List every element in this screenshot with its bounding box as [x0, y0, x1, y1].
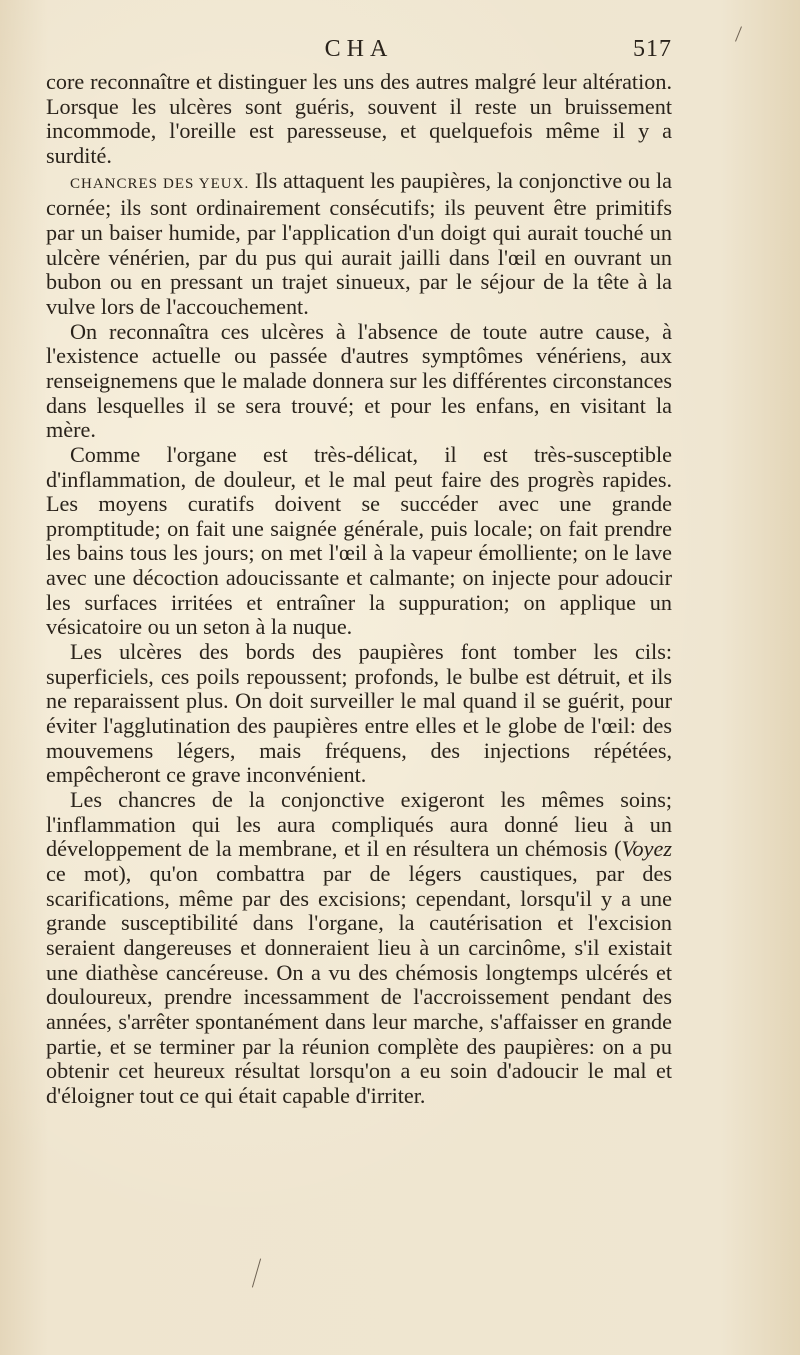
paragraph: Comme l'organe est très-délicat, il est très-susceptible d'inflammation, de douleur, et le mal peut faire des progrès rapides. Les moyens curatifs doivent se succéder avec une grande promptitude; on fait une saignée générale, puis locale; on fait prendre les bains tous les jours; on met l'œil à la vapeur émolliente; on le lave avec une décoction adoucissante et calmante; on injecte pour adoucir les surfaces irritées et entraîner la suppuration; on applique un vésicatoire ou un seton à la nuque.	[46, 441, 672, 640]
running-head: CHA	[324, 36, 394, 62]
paragraph: core reconnaître et distinguer les uns des autres malgré leur altération. Lorsque les ulcères sont guéris, souvent il reste un bruissement incommode, l'oreille est paresseuse, et quelquefois même il y a surdité.	[46, 69, 672, 168]
page-header	[46, 36, 672, 66]
body-text	[46, 70, 672, 1109]
margin-mark-bottom	[252, 1258, 261, 1287]
paragraph	[46, 169, 672, 320]
section-heading: CHANCRES DES YEUX.	[70, 175, 250, 192]
paragraph-text: Ils attaquent les paupières, la conjonctive ou la cornée; ils sont ordinairement consécutifs; ils peuvent être primitifs par un baiser humide, par l'application d'un doigt qui aurait touché un ulcère vénérien, par du pus qui aurait jailli dans l'œil en ouvrant un bubon ou en pressant un trajet sinueux, par le séjour de la tête à la vulve lors de l'accouchement.	[46, 167, 672, 319]
margin-mark-top	[735, 26, 742, 41]
paragraph	[46, 788, 672, 1109]
paragraph-text: ce mot), qu'on combattra par de légers caustiques, par des scarifications, même par des excisions; cependant, lorsqu'il y a une grande susceptibilité dans l'organe, la cautérisation et l'excision seraient dangereuses et donneraient lieu à un carcinôme, s'il existait une diathèse cancéreuse. On a vu des chémosis longtemps ulcérés et douloureux, prendre incessamment de l'accroissement pendant des années, s'arrêter spontanément dans leur marche, s'affaisser en grande partie, et se terminer par la réunion complète des paupières: on a pu obtenir cet heureux résultat lorsqu'on a eu soin d'adoucir le mal et d'éloigner tout ce qui était capable d'irriter.	[46, 861, 672, 1108]
cross-reference: Voyez	[621, 836, 672, 862]
page-number: 517	[633, 36, 672, 62]
paragraph: On reconnaîtra ces ulcères à l'absence de toute autre cause, à l'existence actuelle ou passée d'autres symptômes vénériens, aux renseignemens que le malade donnera sur les différentes circonstances dans lesquelles il se sera trouvé; et pour les enfans, en visitant la mère.	[46, 318, 672, 443]
paragraph: Les ulcères des bords des paupières font tomber les cils: superficiels, ces poils repoussent; profonds, le bulbe est détruit, et ils ne reparaissent plus. On doit surveiller le mal quand il se guérit, pour éviter l'agglutination des paupières entre elles et le globe de l'œil: des mouvemens légers, mais fréquens, des injections répétées, empêcheront ce grave inconvénient.	[46, 639, 672, 788]
paragraph-text: Les chancres de la conjonctive exigeront les mêmes soins; l'inflammation qui les aura compliqués aura donné lieu à un développement de la membrane, et il en résultera un chémosis (	[46, 787, 672, 862]
